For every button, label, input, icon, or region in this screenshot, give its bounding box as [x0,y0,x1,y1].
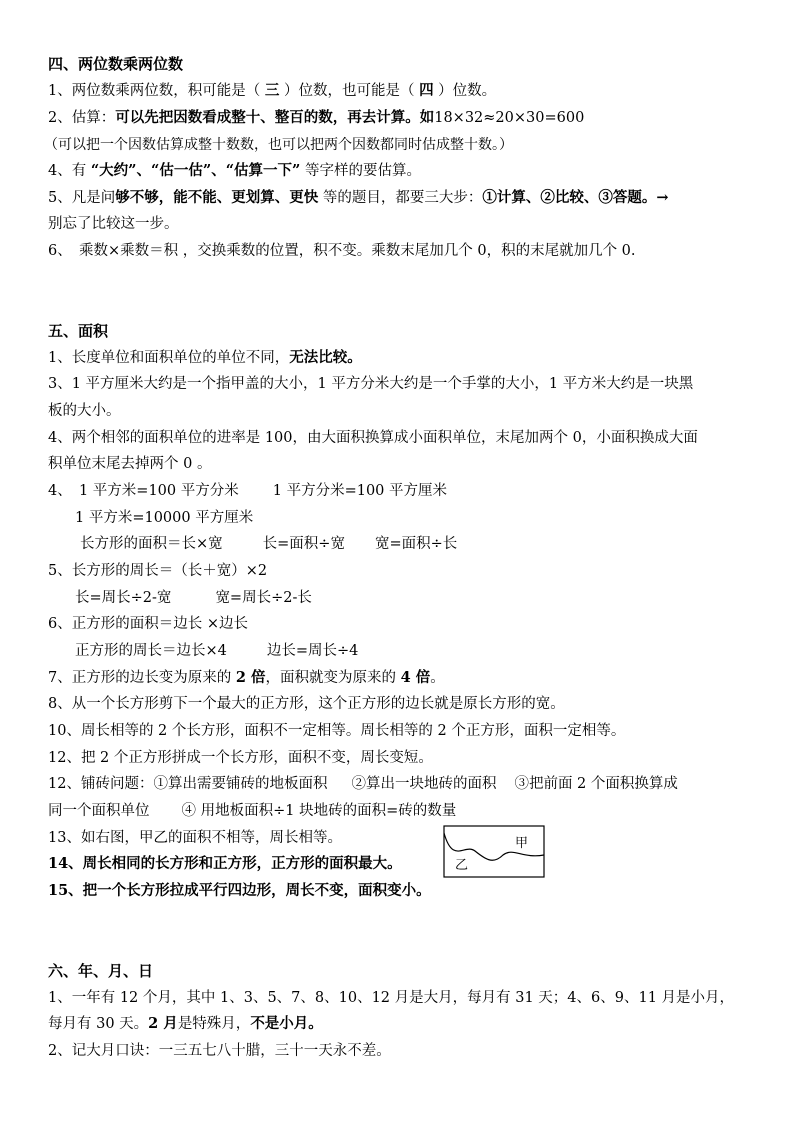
section-5-item-12b-cont: 同一个面积单位 ④ 用地板面积÷1 块地砖的面积=砖的数量 [48,803,457,819]
section-5-item-4-cont: 积单位末尾去掉两个 0 。 [48,456,212,472]
figure-label-yi: 乙 [455,858,469,873]
section-5-item-5: 5、长方形的周长＝（长＋宽）×2 [48,563,268,579]
section-5-item-3: 3、1 平方厘米大约是一个指甲盖的大小，1 平方分米大约是一个手掌的大小，1 平方米大约是一块黑 [48,376,694,392]
section-6-item-1-cont: 每月有 30 天。2 月是特殊月，不是小月。 [48,1015,323,1032]
section-4-item-1: 1、两位数乘两位数，积可能是（ 三 ）位数，也可能是（ 四 ）位数。 [48,82,497,99]
section-4-item-5: 5、凡是问够不够，能不能、更划算、更快 等的题目，都要三大步：①计算、②比较、③答题。→ [48,189,669,206]
section-5-item-12a: 12、把 2 个正方形拼成一个长方形，面积不变，周长变短。 [48,750,433,766]
section-5-unit-conversion: 4、 1 平方米=100 平方分米 1 平方分米=100 平方厘米 [48,483,448,499]
section-5-item-1: 1、长度单位和面积单位的单位不同，无法比较。 [48,349,362,366]
section-5-item-10: 10、周长相等的 2 个长方形，面积不一定相等。周长相等的 2 个正方形，面积一定相等。 [48,723,626,739]
figure-label-jia: 甲 [515,836,529,851]
section-5-item-5-formulas: 长=周长÷2-宽 宽=周长÷2-长 [75,590,312,606]
section-4-item-2: 2、估算：可以先把因数看成整十、整百的数，再去计算。如18×32≈20×30=600 [48,109,585,126]
section-5-heading: 五、面积 [48,322,109,340]
section-5-item-12b: 12、铺砖问题：①算出需要铺砖的地板面积 ②算出一块地砖的面积 ③把前面 2 个面积换算成 [48,776,678,792]
section-5-unit-conversion-2: 1 平方米=10000 平方厘米 [75,510,254,526]
section-6-item-1: 1、一年有 12 个月，其中 1、3、5、7、8、10、12 月是大月，每月有 31 天；4、6、9、11 月是小月， [48,990,735,1006]
section-4-note: （可以把一个因数估算成整十数数，也可以把两个因数都同时估成整十数。） [44,137,513,153]
section-4-item-4: 4、有 “大约”、“估一估”、“估算一下” 等字样的要估算。 [48,162,421,179]
section-5-item-3-cont: 板的大小。 [48,403,121,419]
section-5-item-8: 8、从一个长方形剪下一个最大的正方形，这个正方形的边长就是原长方形的宽。 [48,696,565,712]
section-5-rect-area-formulas: 长方形的面积＝长×宽 长=面积÷宽 宽=面积÷长 [80,536,458,552]
section-4-item-5-cont: 别忘了比较这一步。 [48,216,179,232]
area-perimeter-figure [443,825,545,878]
section-5-item-7: 7、正方形的边长变为原来的 2 倍，面积就变为原来的 4 倍。 [48,669,445,686]
section-6-heading: 六、年、月、日 [48,962,154,980]
section-6-item-2: 2、记大月口诀：一三五七八十腊，三十一天永不差。 [48,1043,391,1059]
section-5-item-14: 14、周长相同的长方形和正方形，正方形的面积最大。 [48,855,402,872]
section-5-item-13: 13、如右图，甲乙的面积不相等，周长相等。 [48,830,342,846]
section-4-heading: 四、两位数乘两位数 [48,55,184,73]
section-5-item-15: 15、把一个长方形拉成平行四边形，周长不变，面积变小。 [48,882,431,899]
section-5-item-4: 4、两个相邻的面积单位的进率是 100，由大面积换算成小面积单位，末尾加两个 0，小面积换成大面 [48,430,698,446]
section-5-item-6-formulas: 正方形的周长＝边长×4 边长=周长÷4 [75,643,359,659]
section-4-item-6: 6、 乘数×乘数＝积 ，交换乘数的位置，积不变。乘数末尾加几个 0，积的末尾就加几个 0. [48,243,636,259]
section-5-item-6: 6、正方形的面积＝边长 ×边长 [48,616,248,632]
